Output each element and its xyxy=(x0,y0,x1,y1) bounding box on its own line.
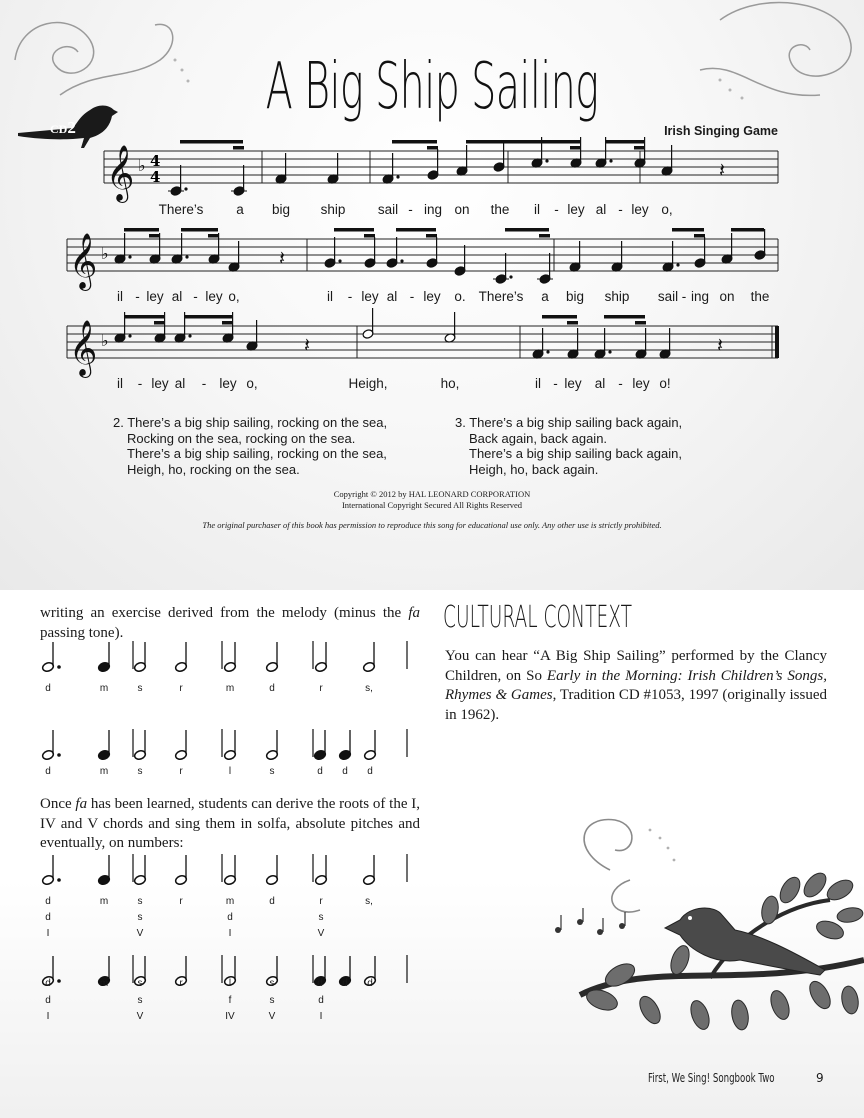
beam xyxy=(124,228,159,232)
lyric-syllable: Heigh, xyxy=(348,376,388,391)
solfa-syllable: m xyxy=(99,683,109,694)
solfa-syllable: r xyxy=(179,978,183,989)
augmentation-dot xyxy=(188,334,191,337)
solfa-syllable: d xyxy=(342,978,348,989)
lyric-syllable: ing xyxy=(423,202,443,217)
quarter-rest-icon: 𝄽 xyxy=(717,333,724,357)
reproduction-notice: The original purchaser of this book has permission to reproduce this song for educational use only. Any other use is strictly prohibited. xyxy=(202,520,662,530)
lyric-hyphen: - xyxy=(553,376,558,391)
lyric-syllable: ley xyxy=(151,376,169,391)
lyric-syllable: al xyxy=(386,289,398,304)
treble-clef-icon: 𝄞 xyxy=(69,233,98,289)
lyric-syllable: il xyxy=(117,289,123,304)
augmentation-dot xyxy=(676,263,679,266)
lyric-hyphen: - xyxy=(408,202,413,217)
lyric-syllable: il xyxy=(535,376,541,391)
lyric-hyphen: - xyxy=(137,376,143,391)
staff-system-1 xyxy=(104,137,778,203)
intro-text-part: passing tone). xyxy=(40,624,124,641)
lyric-syllable: on xyxy=(454,202,470,217)
staff-system-2 xyxy=(67,228,778,291)
roman-numeral: I xyxy=(46,1011,50,1022)
lyric-syllable: ship xyxy=(604,289,630,304)
roman-numeral: V xyxy=(317,928,325,939)
solfa-syllable: m xyxy=(99,766,109,777)
solfa-syllable: s xyxy=(269,766,275,777)
verse-line: 2. There’s a big ship sailing, rocking on the sea, xyxy=(113,415,388,430)
beam xyxy=(505,228,549,232)
sixteenth-beam xyxy=(149,234,160,238)
lyric-syllable: ley xyxy=(631,202,649,217)
verse-line: Rocking on the sea, rocking on the sea. xyxy=(127,430,356,446)
copyright-line: Copyright © 2012 by HAL LEONARD CORPORATION xyxy=(333,489,531,499)
solfa-syllable: l xyxy=(228,766,232,777)
lyric-hyphen: - xyxy=(347,289,353,304)
lyric-syllable: There’s xyxy=(478,289,524,304)
chord-root: d xyxy=(227,912,233,923)
intro-text xyxy=(40,604,420,643)
sixteenth-beam xyxy=(539,234,550,238)
roman-numeral: IV xyxy=(225,1011,235,1022)
lyric-syllable: al xyxy=(174,376,186,391)
sixteenth-beam xyxy=(570,146,581,150)
sixteenth-beam xyxy=(427,146,438,150)
roman-numeral: V xyxy=(136,928,144,939)
augmentation-dot xyxy=(608,350,611,353)
rhythm-exercises xyxy=(0,640,440,1040)
lyric-hyphen: - xyxy=(554,202,559,217)
copyright-line: International Copyright Secured All Rights Reserved xyxy=(341,500,523,510)
sixteenth-beam xyxy=(208,234,219,238)
verse-line: Heigh, ho, back again. xyxy=(469,461,599,477)
solfa-syllable: d xyxy=(269,896,275,907)
verse-line: Back again, back again. xyxy=(469,430,608,446)
cultural-context-text xyxy=(445,647,827,725)
treble-clef-icon: 𝄞 xyxy=(69,320,98,376)
sixteenth-beam xyxy=(426,234,437,238)
solfa-syllable: d xyxy=(45,896,51,907)
footer-book-title: First, We Sing! Songbook Two xyxy=(648,1071,775,1085)
solfa-syllable: d xyxy=(317,978,323,989)
sixteenth-beam xyxy=(694,234,705,238)
augmentation-dot xyxy=(57,665,61,669)
lyric-syllable: ley xyxy=(361,289,379,304)
solfa-syllable: d xyxy=(342,766,348,777)
cc-text-part: You can hear “A Big Ship Sailing” performed by the Clancy Children, on So xyxy=(445,648,827,684)
verse-line: 3. There’s a big ship sailing back again, xyxy=(455,415,683,430)
solfa-syllable: s xyxy=(137,978,143,989)
cd-track-label: CD2 xyxy=(50,118,76,137)
bird-branch-illustration xyxy=(540,810,864,1070)
beam xyxy=(396,228,436,232)
chord-root: s xyxy=(137,995,143,1006)
page-number: 9 xyxy=(816,1071,824,1085)
lyric-syllable: sail xyxy=(377,202,399,217)
lyric-syllable: a xyxy=(236,202,244,217)
paragraph-fa: fa xyxy=(75,796,88,812)
lyric-syllable: ship xyxy=(320,202,346,217)
lyric-syllable: ley xyxy=(219,376,237,391)
lyric-syllable: a xyxy=(541,289,549,304)
lyric-syllable: the xyxy=(750,289,770,304)
chord-root: f xyxy=(228,995,232,1006)
roman-numeral: I xyxy=(319,1011,323,1022)
flat-key-signature-icon: ♭ xyxy=(138,156,146,175)
solfa-syllable: d xyxy=(45,683,51,694)
augmentation-dot xyxy=(128,255,131,258)
verse-2 xyxy=(113,415,387,477)
verse-3 xyxy=(455,415,682,477)
augmentation-dot xyxy=(128,334,131,337)
chord-root: s xyxy=(318,912,324,923)
song-subtitle: Irish Singing Game xyxy=(664,124,778,138)
solfa-syllable: d xyxy=(367,766,373,777)
copyright xyxy=(0,489,864,511)
cultural-context-heading: CULTURAL CONTEXT xyxy=(443,600,632,635)
beam xyxy=(541,140,580,144)
augmentation-dot xyxy=(509,275,512,278)
augmentation-dot xyxy=(338,259,341,262)
lyric-syllable: o. xyxy=(454,289,466,304)
solfa-syllable: d xyxy=(367,978,373,989)
lyric-hyphen: - xyxy=(409,289,415,304)
sixteenth-beam xyxy=(364,234,375,238)
beam xyxy=(180,140,243,144)
solfa-syllable: r xyxy=(179,683,183,694)
solfa-syllable: d xyxy=(317,766,323,777)
cc-text-part: , Tradition CD #1053, 1997 (originally issued in 1962). xyxy=(445,687,827,723)
solfa-syllable: d xyxy=(45,978,51,989)
lyric-syllable: the xyxy=(490,202,510,217)
lyric-syllable: il xyxy=(117,376,123,391)
solfa-syllable: m xyxy=(225,683,235,694)
roman-numeral: V xyxy=(136,1011,144,1022)
solfa-syllable: m xyxy=(99,978,109,989)
sixteenth-beam xyxy=(634,146,645,150)
beam xyxy=(542,315,577,319)
solfa-syllable: m xyxy=(99,896,109,907)
chord-root: s xyxy=(269,995,275,1006)
lyric-syllable: ley xyxy=(632,376,650,391)
solfa-syllable: s xyxy=(269,978,275,989)
lyric-syllable: o, xyxy=(661,202,673,217)
lyric-syllable: sail xyxy=(657,289,679,304)
verse-line: There’s a big ship sailing back again, xyxy=(469,446,682,461)
solfa-syllable: r xyxy=(319,896,323,907)
lyric-syllable: al xyxy=(594,376,606,391)
lyric-hyphen: - xyxy=(201,376,207,391)
solfa-syllable: r xyxy=(179,896,183,907)
lyric-syllable: ley xyxy=(567,202,585,217)
beam xyxy=(604,315,645,319)
solfa-syllable: m xyxy=(225,896,235,907)
lyric-hyphen: - xyxy=(618,202,623,217)
lyric-syllable: ing xyxy=(690,289,710,304)
intro-text-fa: fa xyxy=(408,605,420,621)
sixteenth-beam xyxy=(154,321,165,325)
flat-key-signature-icon: ♭ xyxy=(101,244,109,263)
lyric-hyphen: - xyxy=(135,289,140,304)
lyric-syllable: big xyxy=(271,202,291,217)
beam xyxy=(466,140,503,144)
lyric-hyphen: - xyxy=(618,376,623,391)
sixteenth-beam xyxy=(635,321,646,325)
augmentation-dot xyxy=(185,255,188,258)
solfa-syllable: d xyxy=(45,766,51,777)
beam xyxy=(184,315,232,319)
roman-numeral: V xyxy=(268,1011,276,1022)
augmentation-dot xyxy=(57,979,61,983)
beam xyxy=(334,228,374,232)
lyric-syllable: o! xyxy=(659,376,671,391)
cc-album-title: Early in the Morning: Irish Children’s Songs, Rhymes & Games xyxy=(445,667,827,703)
lyric-syllable: ley xyxy=(564,376,582,391)
time-signature-top: 4 xyxy=(150,152,161,170)
beam xyxy=(605,140,644,144)
lyric-syllable: ho, xyxy=(440,376,460,391)
lyric-syllable: il xyxy=(327,289,333,304)
solfa-syllable: s xyxy=(137,683,143,694)
paragraph-part: has been learned, students can derive the roots of the I, IV and V chords and sing them in solfa, absolute pitches and eventually, on numbers: xyxy=(40,796,420,851)
verse-line: Heigh, ho, rocking on the sea. xyxy=(127,461,300,477)
final-barline xyxy=(775,326,779,358)
quarter-rest-icon: 𝄽 xyxy=(304,333,311,357)
solfa-syllable: r xyxy=(319,683,323,694)
beam xyxy=(731,228,764,232)
roman-numeral: I xyxy=(46,928,50,939)
quarter-rest-icon: 𝄽 xyxy=(279,246,286,270)
lyric-syllable: big xyxy=(565,289,585,304)
augmentation-dot xyxy=(184,187,187,190)
solfa-syllable: s xyxy=(137,766,143,777)
augmentation-dot xyxy=(545,159,548,162)
sixteenth-beam xyxy=(233,146,244,150)
lyric-syllable: ley xyxy=(423,289,441,304)
verse-line: There’s a big ship sailing, rocking on the sea, xyxy=(127,446,387,461)
lyric-syllable: ley xyxy=(205,289,223,304)
solfa-syllable: l xyxy=(228,978,232,989)
roman-numeral: I xyxy=(228,928,232,939)
solfa-syllable: s, xyxy=(365,896,373,907)
augmentation-dot xyxy=(57,878,61,882)
augmentation-dot xyxy=(57,753,61,757)
quarter-rest-icon: 𝄽 xyxy=(719,158,726,182)
lyric-syllable: o, xyxy=(228,289,240,304)
lyric-syllable: al xyxy=(595,202,607,217)
chord-root: d xyxy=(45,912,51,923)
beam xyxy=(392,140,437,144)
chord-root: s xyxy=(137,912,143,923)
chord-root: d xyxy=(318,995,324,1006)
lyric-syllable: al xyxy=(171,289,183,304)
solfa-syllable: r xyxy=(179,766,183,777)
intro-text-part: writing an exercise derived from the melody (minus the xyxy=(40,605,409,621)
augmentation-dot xyxy=(400,259,403,262)
lyric-syllable: il xyxy=(534,202,540,217)
beam xyxy=(124,315,164,319)
sixteenth-beam xyxy=(222,321,233,325)
solfa-syllable: s, xyxy=(365,683,373,694)
treble-clef-icon: 𝄞 xyxy=(106,145,135,201)
augmentation-dot xyxy=(546,350,549,353)
flat-key-signature-icon: ♭ xyxy=(101,331,109,350)
song-title: A Big Ship Sailing xyxy=(265,50,599,124)
beam xyxy=(672,228,704,232)
solfa-syllable: s xyxy=(137,896,143,907)
lyric-syllable: There’s xyxy=(158,202,204,217)
lyric-hyphen: - xyxy=(193,289,198,304)
beam xyxy=(181,228,218,232)
lyric-syllable: o, xyxy=(246,376,258,391)
solfa-syllable: d xyxy=(269,683,275,694)
time-signature-bottom: 4 xyxy=(150,168,161,186)
paragraph-part: Once xyxy=(40,796,76,812)
lyric-syllable: on xyxy=(719,289,735,304)
sixteenth-beam xyxy=(567,321,578,325)
augmentation-dot xyxy=(609,159,612,162)
chord-root: d xyxy=(45,995,51,1006)
beam xyxy=(503,140,541,144)
lyric-syllable: ley xyxy=(146,289,164,304)
lyric-hyphen: - xyxy=(681,289,687,304)
augmentation-dot xyxy=(396,175,399,178)
staff-system-3 xyxy=(67,308,779,378)
